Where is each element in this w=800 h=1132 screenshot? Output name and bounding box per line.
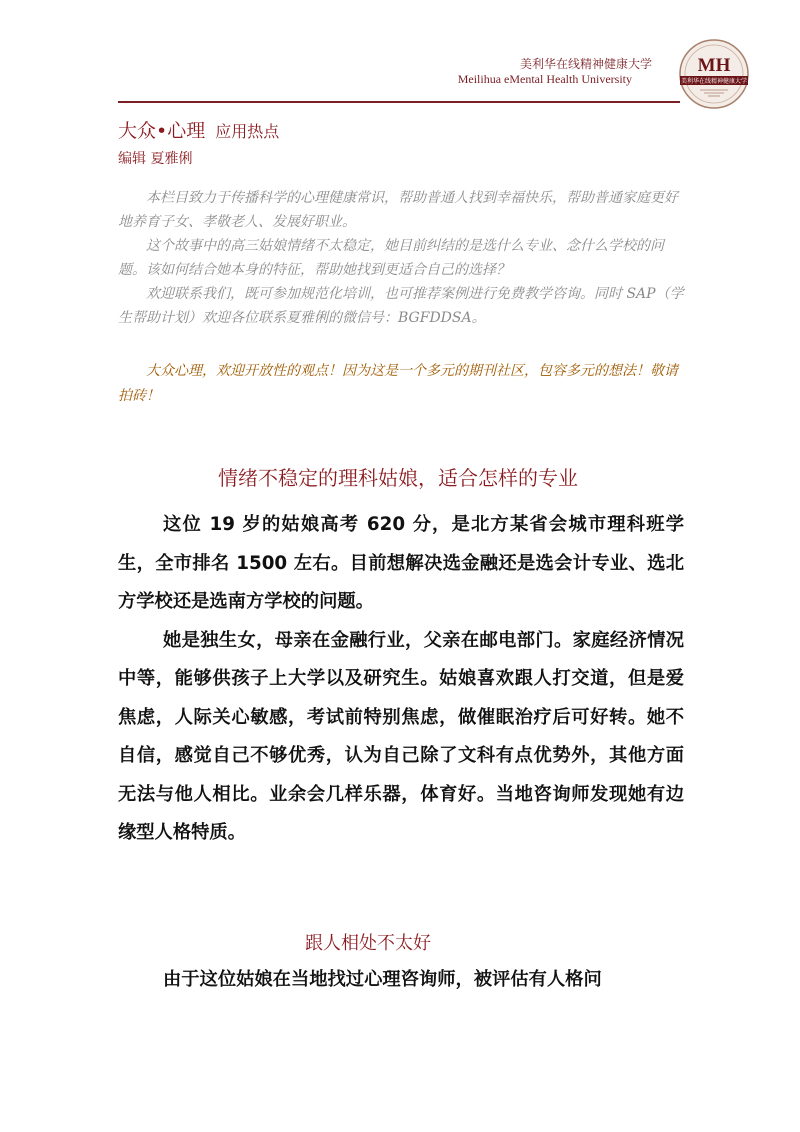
university-name-en: Meilihua eMental Health University	[457, 72, 632, 86]
intro-paragraph: 这个故事中的高三姑娘情绪不太稳定，她目前纠结的是选什么专业、念什么学校的问题。该如何结合她本身的特征，帮助她找到更适合自己的选择？	[118, 238, 664, 278]
column-subtitle: 应用热点	[215, 122, 280, 141]
column-heading	[118, 116, 279, 143]
welcome-note: 大众心理，欢迎开放性的观点！因为这是一个多元的期刊社区，包容多元的想法！敬请拍砖！	[118, 363, 678, 404]
section-body	[118, 961, 684, 1000]
section-title: 跟人相处不太好	[305, 933, 431, 954]
article-paragraph: 她是独生女，母亲在金融行业，父亲在邮电部门。家庭经济情况中等，能够供孩子上大学以及研究生。姑娘喜欢跟人打交道，但是爱焦虑，人际关心敏感，考试前特别焦虑，做催眠治疗后可好转。她不自信，感觉自己不够优秀，认为自己除了文科有点优势外，其他方面无法与他人相比。业余会几样乐器，体育好。当地咨询师发现她有边缘型人格特质。	[118, 629, 684, 843]
intro-paragraph: 本栏目致力于传播科学的心理健康常识，帮助普通人找到幸福快乐，帮助普通家庭更好地养育子女、孝敬老人、发展好职业。	[118, 190, 678, 230]
article-title: 情绪不稳定的理科姑娘，适合怎样的专业	[218, 466, 578, 490]
intro-block	[118, 186, 684, 330]
university-logo	[678, 38, 750, 110]
intro-paragraph: 欢迎联系我们，既可参加规范化培训，也可推荐案例进行免费教学咨询。同时 SAP（学生帮助计划）欢迎各位联系夏雅俐的微信号：BGFDDSA。	[118, 286, 684, 326]
logo-caption: 美利华在线精神健康大学	[680, 78, 748, 85]
editor-credit: 编辑 夏雅俐	[118, 151, 193, 167]
article-body	[118, 506, 684, 853]
university-name-cn: 美利华在线精神健康大学	[520, 57, 653, 71]
article-paragraph: 这位 19 岁的姑娘高考 620 分，是北方某省会城市理科班学生，全市排名 1500 左右。目前想解决选金融还是选会计专业、选北方学校还是选南方学校的问题。	[118, 514, 684, 612]
header-divider	[118, 101, 680, 103]
article-paragraph: 由于这位姑娘在当地找过心理咨询师，被评估有人格问	[163, 969, 602, 990]
logo-initials: MH	[697, 55, 731, 76]
column-title: 大众•心理	[118, 120, 206, 142]
